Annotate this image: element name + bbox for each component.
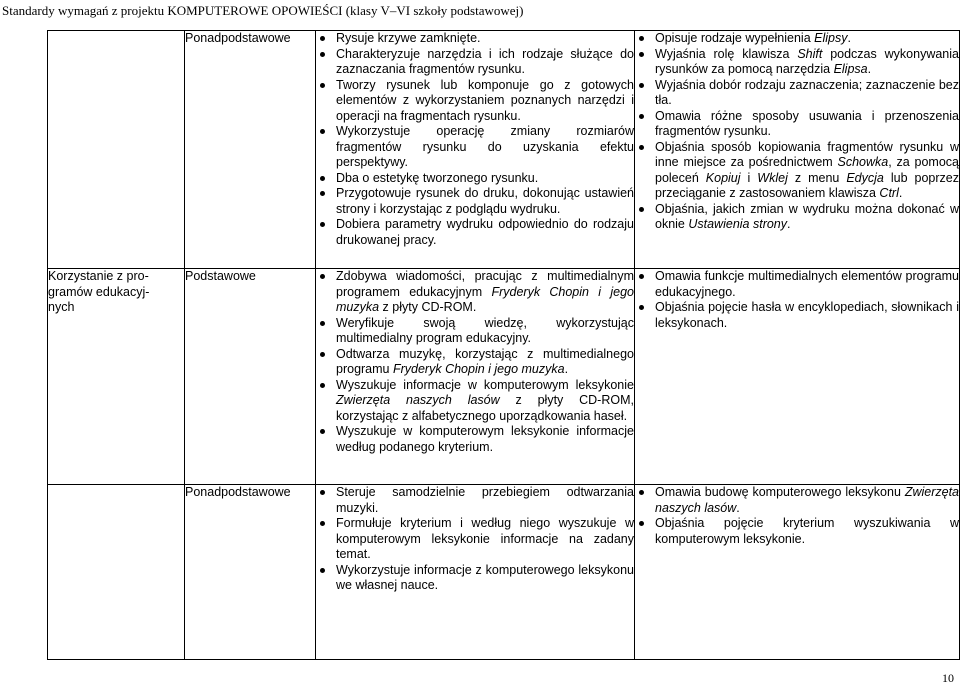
list-item: Objaśnia sposób kopiowania fragmentów rysunku w inne miejsce za pośrednictwem Schowka, za pomocą poleceń Kopiuj i Wklej z menu Edycja lub poprzez przeciąganie z zastosowaniem klawisza Ctrl. xyxy=(635,140,959,202)
area-cell xyxy=(48,269,185,485)
skills-cell xyxy=(316,31,635,269)
table-row xyxy=(48,485,960,660)
list-item: Charakteryzuje narzędzia i ich rodzaje służące do zaznaczania fragmentów rysunku. xyxy=(316,47,634,78)
list-item: Wykorzystuje informacje z komputerowego leksykonu we własnej nauce. xyxy=(316,563,634,594)
level-cell: Podstawowe xyxy=(185,269,316,485)
level-cell: Ponadpodstawowe xyxy=(185,31,316,269)
area-label-line: nych xyxy=(48,300,75,314)
list-item: Wyjaśnia rolę klawisza Shift podczas wykonywania rysunków za pomocą narzędzia Elipsa. xyxy=(635,47,959,78)
list-item: Rysuje krzywe zamknięte. xyxy=(316,31,634,47)
area-label-line: Korzystanie z pro- xyxy=(48,269,149,283)
list-item: Formułuje kryterium i według niego wyszukuje w komputerowym leksykonie informacje na zadany temat. xyxy=(316,516,634,563)
list-item: Przygotowuje rysunek do druku, dokonując ustawień strony i korzystając z podglądu wydruku. xyxy=(316,186,634,217)
list-item: Objaśnia, jakich zmian w wydruku można dokonać w oknie Ustawienia strony. xyxy=(635,202,959,233)
area-cell xyxy=(48,31,185,269)
list-item: Wyjaśnia dobór rodzaju zaznaczenia; zaznaczenie bez tła. xyxy=(635,78,959,109)
knowledge-list xyxy=(635,269,959,331)
knowledge-cell xyxy=(635,269,960,485)
skills-list xyxy=(316,485,634,594)
list-item: Omawia różne sposoby usuwania i przenoszenia fragmentów rysunku. xyxy=(635,109,959,140)
list-item: Omawia budowę komputerowego leksykonu Zwierzęta naszych lasów. xyxy=(635,485,959,516)
table-row xyxy=(48,31,960,269)
standards-table xyxy=(47,30,960,660)
page-header: Standardy wymagań z projektu KOMPUTEROWE OPOWIEŚCI (klasy V–VI szkoły podstawowej) xyxy=(2,3,524,18)
area-label-line: gramów edukacyj- xyxy=(48,284,150,299)
list-item: Wykorzystuje operację zmiany rozmiarów fragmentów rysunku do uzyskania efektu perspektywy. xyxy=(316,124,634,171)
list-item: Dba o estetykę tworzonego rysunku. xyxy=(316,171,634,187)
list-item: Wyszukuje w komputerowym leksykonie informacje według podanego kryterium. xyxy=(316,424,634,455)
skills-list xyxy=(316,31,634,248)
knowledge-cell xyxy=(635,485,960,660)
list-item: Wyszukuje informacje w komputerowym leksykonie Zwierzęta naszych lasów z płyty CD-ROM, korzystając z alfabetycznego uporządkowania haseł. xyxy=(316,378,634,425)
list-item: Objaśnia pojęcie hasła w encyklopediach, słownikach i leksykonach. xyxy=(635,300,959,331)
list-item: Tworzy rysunek lub komponuje go z gotowych elementów z wykorzystaniem poznanych narzędzi i operacji na fragmentach rysunku. xyxy=(316,78,634,125)
table-row xyxy=(48,269,960,485)
skills-list xyxy=(316,269,634,455)
list-item: Opisuje rodzaje wypełnienia Elipsy. xyxy=(635,31,959,47)
list-item: Dobiera parametry wydruku odpowiednio do rodzaju drukowanej pracy. xyxy=(316,217,634,248)
knowledge-list xyxy=(635,31,959,233)
area-cell xyxy=(48,485,185,660)
list-item: Zdobywa wiadomości, pracując z multimedialnym programem edukacyjnym Fryderyk Chopin i jego muzyka z płyty CD-ROM. xyxy=(316,269,634,316)
level-cell: Ponadpodstawowe xyxy=(185,485,316,660)
page-number: 10 xyxy=(942,671,954,685)
list-item: Objaśnia pojęcie kryterium wyszukiwania w komputerowym leksykonie. xyxy=(635,516,959,547)
skills-cell xyxy=(316,269,635,485)
list-item: Steruje samodzielnie przebiegiem odtwarzania muzyki. xyxy=(316,485,634,516)
knowledge-cell xyxy=(635,31,960,269)
list-item: Weryfikuje swoją wiedzę, wykorzystując multimedialny program edukacyjny. xyxy=(316,316,634,347)
list-item: Odtwarza muzykę, korzystając z multimedialnego programu Fryderyk Chopin i jego muzyka. xyxy=(316,347,634,378)
knowledge-list xyxy=(635,485,959,547)
list-item: Omawia funkcje multimedialnych elementów programu edukacyjnego. xyxy=(635,269,959,300)
skills-cell xyxy=(316,485,635,660)
